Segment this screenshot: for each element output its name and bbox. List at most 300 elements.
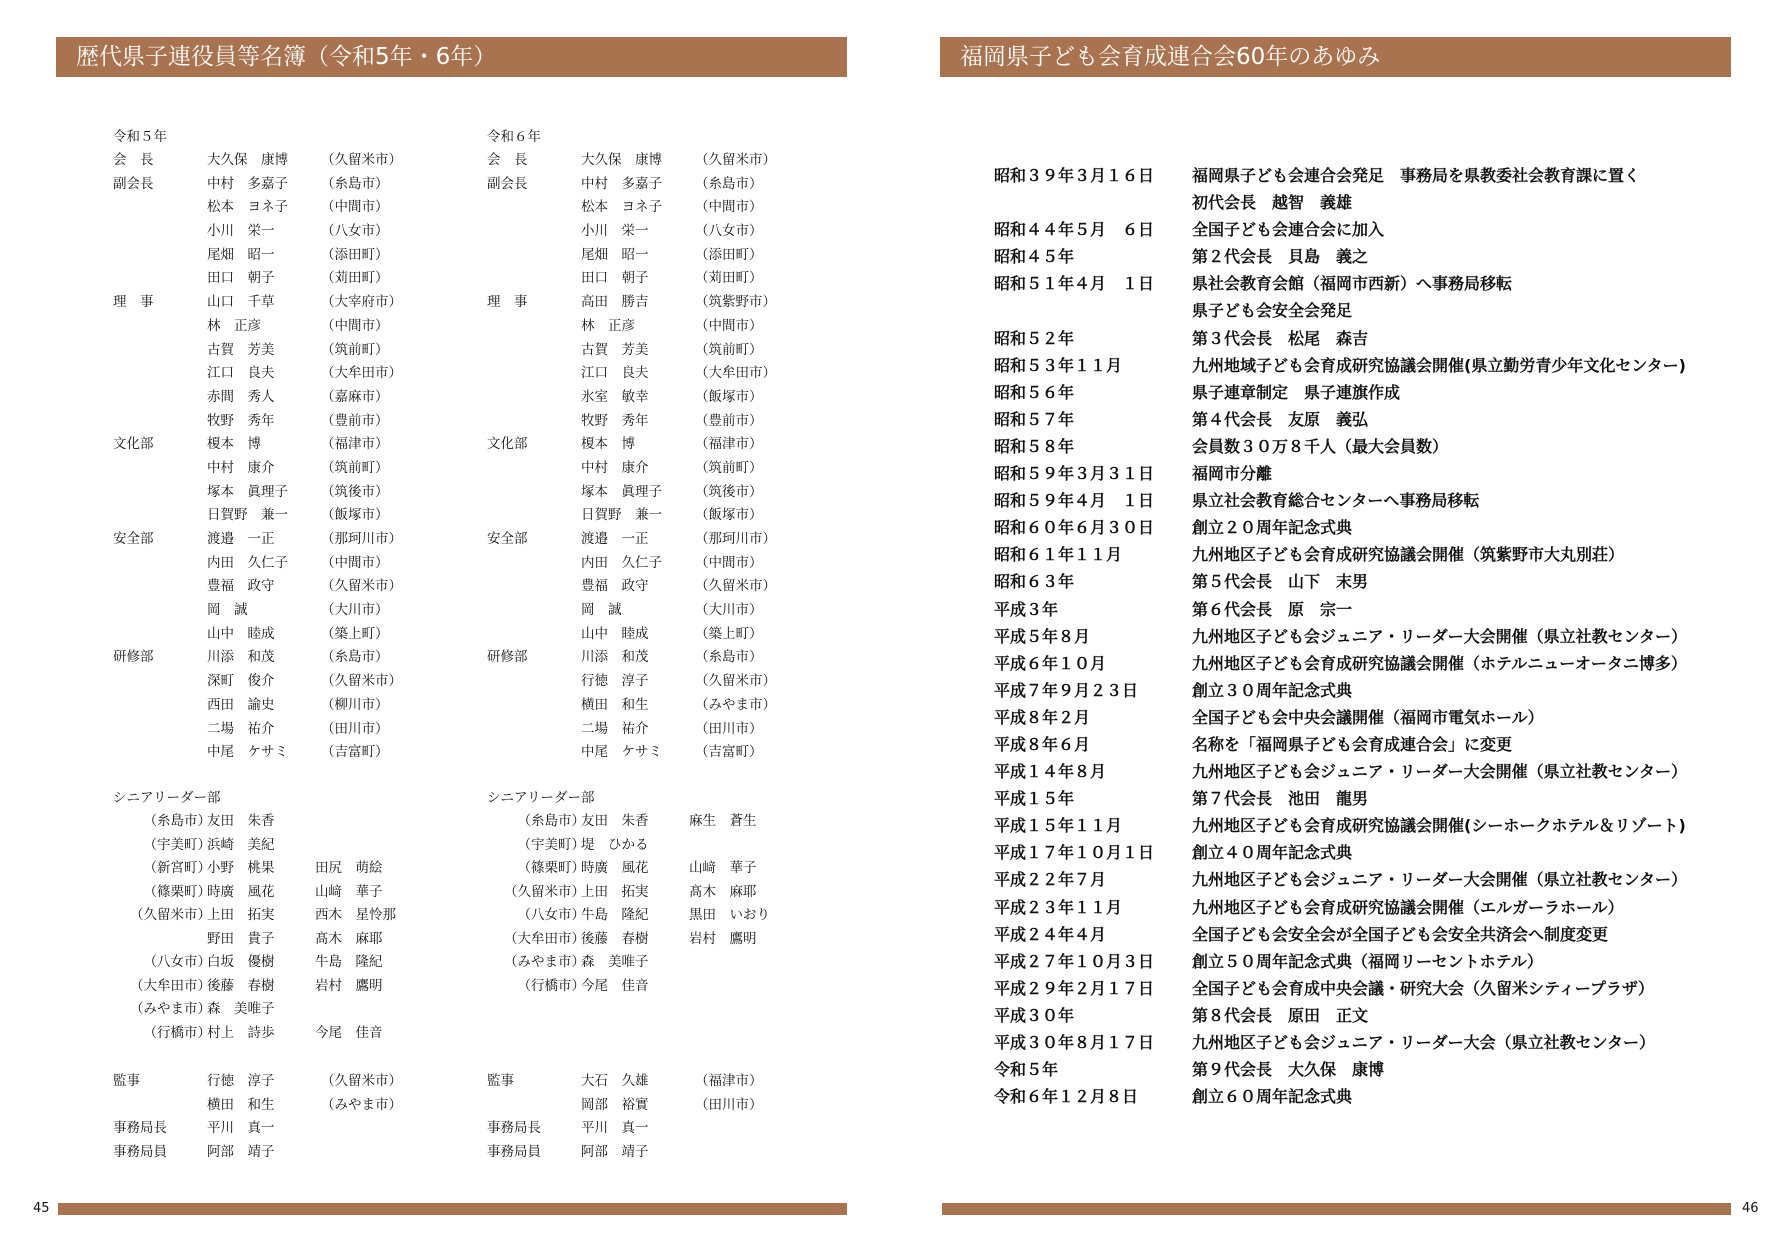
roster-reiwa5 xyxy=(113,125,493,765)
senior-city: （みやま市） xyxy=(504,954,585,970)
member-city: （福津市） xyxy=(695,1073,763,1089)
member-name: 岡 誠 xyxy=(581,602,622,619)
member-name: 大久保 康博 xyxy=(581,152,662,168)
senior-row xyxy=(113,951,493,975)
timeline-date: 平成８年２月 xyxy=(994,707,1091,727)
year-label: 令和６年 xyxy=(487,129,541,145)
role-label: 副会長 xyxy=(487,175,528,192)
timeline-date: 平成２３年１１月 xyxy=(994,897,1123,917)
page-title: 福岡県子ども会育成連合会60年のあゆみ xyxy=(940,37,1731,77)
member-city: （筑前町） xyxy=(321,459,389,476)
member-city: （糸島市） xyxy=(695,175,763,192)
member-name: 豊福 政守 xyxy=(207,578,275,595)
roster-row xyxy=(487,694,867,718)
member-city: （那珂川市） xyxy=(695,531,776,547)
member-name: 内田 久仁子 xyxy=(581,554,662,571)
member-name: 古賀 芳美 xyxy=(207,341,275,358)
senior-row xyxy=(487,857,867,881)
member-name: 山中 睦成 xyxy=(581,625,649,642)
senior-row xyxy=(487,834,867,858)
role-label: 会 長 xyxy=(113,152,154,168)
member-name: 小川 栄一 xyxy=(581,223,649,240)
roster-row xyxy=(113,244,493,268)
member-city: （田川市） xyxy=(695,720,763,737)
member-city: （中間市） xyxy=(695,554,763,571)
role-label: 監事 xyxy=(113,1073,140,1089)
roster-row xyxy=(113,267,493,291)
senior-name: 村上 詩歩 xyxy=(207,1024,275,1041)
timeline-event: 全国子ども会連合会に加入 xyxy=(1192,220,1385,240)
senior-name: 牛島 隆紀 xyxy=(581,907,649,923)
timeline-event: 県子ども会安全会発足 xyxy=(1192,301,1353,321)
senior-row xyxy=(113,857,493,881)
timeline-event: 第４代会長 友原 義弘 xyxy=(1192,409,1369,429)
roster-row xyxy=(487,599,867,623)
timeline-event: 福岡県子ども会連合会発足 事務局を県教委社会教育課に置く xyxy=(1192,166,1641,185)
member-name: 行徳 淳子 xyxy=(581,673,649,690)
member-name: 尾畑 昭一 xyxy=(581,246,649,263)
roster-row xyxy=(113,623,493,647)
member-name: 古賀 芳美 xyxy=(581,341,649,358)
timeline-date: 平成６年１０月 xyxy=(994,653,1107,673)
member-name: 尾畑 昭一 xyxy=(207,246,275,263)
timeline-date: 昭和５８年 xyxy=(994,436,1075,456)
timeline-event: 創立４０周年記念式典 xyxy=(1192,843,1353,863)
member-city: （豊前市） xyxy=(695,412,763,429)
senior-row xyxy=(113,904,493,928)
senior-row xyxy=(487,904,867,928)
roster-row xyxy=(487,457,867,481)
roster-row xyxy=(113,504,493,528)
senior-city: （久留米市） xyxy=(130,907,211,923)
senior-name: 堤 ひかる xyxy=(581,836,649,853)
roster-row xyxy=(113,410,493,434)
roster-row xyxy=(113,173,493,197)
member-name: 川添 和茂 xyxy=(581,649,649,666)
timeline-row xyxy=(994,704,1754,731)
role-label: 事務局員 xyxy=(487,1144,541,1161)
timeline-row xyxy=(994,1002,1754,1029)
member-city: （飯塚市） xyxy=(321,507,389,524)
senior-name: 友田 朱香 xyxy=(207,813,275,829)
timeline-date: 昭和５１年４月 １日 xyxy=(994,274,1155,294)
timeline-row xyxy=(994,596,1754,623)
member-city: （築上町） xyxy=(695,625,763,642)
member-name: 榎本 博 xyxy=(581,436,635,453)
member-city: （中間市） xyxy=(321,317,389,334)
senior-name: 友田 朱香 xyxy=(581,813,649,829)
member-city: （筑後市） xyxy=(321,483,389,500)
member-city: （久留米市） xyxy=(695,673,776,690)
member-name: 田口 朝子 xyxy=(207,270,275,287)
member-name: 二場 祐介 xyxy=(581,720,649,737)
member-city: （みやま市） xyxy=(695,696,776,713)
timeline-event: 第５代会長 山下 末男 xyxy=(1192,572,1369,592)
member-city: （田川市） xyxy=(321,720,389,737)
timeline-date: 平成２２年７月 xyxy=(994,870,1107,890)
member-city: （久留米市） xyxy=(321,152,402,168)
timeline-date: 昭和５７年 xyxy=(994,409,1075,429)
timeline-event: 九州地域子ども会育成研究協議会開催(県立勤労青少年文化センター) xyxy=(1192,355,1686,375)
senior-row xyxy=(487,951,867,975)
left-page xyxy=(0,0,888,1254)
member-city: （田川市） xyxy=(695,1096,763,1113)
timeline-event: 九州地区子ども会育成研究協議会開催(シーホークホテル＆リゾート) xyxy=(1192,816,1686,836)
timeline-row xyxy=(994,948,1754,975)
timeline-date: 平成８年６月 xyxy=(994,734,1091,754)
roster-row xyxy=(113,315,493,339)
timeline-event: 創立５０周年記念式典（福岡リーセントホテル） xyxy=(1192,951,1543,971)
member-name: 牧野 秀年 xyxy=(581,412,649,429)
timeline-event: 第２代会長 貝島 義之 xyxy=(1192,247,1369,267)
timeline-row xyxy=(994,297,1754,324)
senior-city: （大牟田市） xyxy=(130,977,211,994)
member-city: （大牟田市） xyxy=(321,365,402,382)
role-label: 研修部 xyxy=(487,649,528,666)
timeline-date: 平成３年 xyxy=(994,599,1059,619)
roster-reiwa6 xyxy=(487,125,867,765)
staff-row xyxy=(113,1141,493,1165)
member-name: 中村 多嘉子 xyxy=(581,175,662,192)
member-city: （久留米市） xyxy=(695,578,776,595)
senior-city: （大牟田市） xyxy=(504,930,585,947)
footer-bar xyxy=(942,1203,1731,1215)
role-label: 会 長 xyxy=(487,152,528,168)
roster-row xyxy=(487,196,867,220)
timeline-row xyxy=(994,1056,1754,1083)
senior-row xyxy=(113,881,493,905)
member-name: 大石 久雄 xyxy=(581,1073,649,1089)
roster-row xyxy=(487,244,867,268)
timeline-row xyxy=(994,406,1754,433)
timeline-event: 県立社会教育総合センターへ事務局移転 xyxy=(1192,491,1480,511)
timeline-date: 昭和５２年 xyxy=(994,328,1075,348)
timeline-date: 平成１４年８月 xyxy=(994,762,1107,782)
role-label: 事務局員 xyxy=(113,1144,167,1161)
role-label: 監事 xyxy=(487,1073,514,1089)
senior-section-title: シニアリーダー部 xyxy=(113,790,221,806)
timeline-event: 九州地区子ども会ジュニア・リーダー大会（県立社教センター） xyxy=(1192,1033,1656,1052)
senior-city: （行橋市） xyxy=(143,1024,211,1041)
timeline-row xyxy=(994,189,1754,216)
roster-row xyxy=(113,149,493,173)
member-name: 氷室 敏幸 xyxy=(581,388,649,405)
senior-city: （宇美町） xyxy=(143,836,211,853)
member-city: （久留米市） xyxy=(321,578,402,595)
timeline-row xyxy=(994,839,1754,866)
member-city: （吉富町） xyxy=(695,744,763,761)
senior-name: 西木 星怜那 xyxy=(315,907,396,923)
member-name: 大久保 康博 xyxy=(207,152,288,168)
member-city: （飯塚市） xyxy=(695,507,763,524)
senior-row xyxy=(487,975,867,999)
roster-row xyxy=(113,433,493,457)
timeline-date: 平成３０年８月１７日 xyxy=(994,1033,1155,1052)
member-city: （筑前町） xyxy=(321,341,389,358)
member-name: 小川 栄一 xyxy=(207,223,275,240)
roster-row xyxy=(113,670,493,694)
member-name: 林 正彦 xyxy=(581,317,635,334)
roster-row xyxy=(113,575,493,599)
roster-row xyxy=(113,741,493,765)
senior-row xyxy=(113,928,493,952)
member-name: 中村 多嘉子 xyxy=(207,175,288,192)
member-name: 行徳 淳子 xyxy=(207,1073,275,1089)
timeline-row xyxy=(994,568,1754,595)
role-label: 理 事 xyxy=(487,294,528,311)
timeline-date: 平成７年９月２３日 xyxy=(994,680,1139,700)
senior-name: 髙木 麻耶 xyxy=(689,883,757,900)
roster-row xyxy=(113,220,493,244)
timeline-event: 第９代会長 大久保 康博 xyxy=(1192,1060,1385,1080)
senior-city: （みやま市） xyxy=(130,1001,211,1017)
timeline-row xyxy=(994,352,1754,379)
member-name: 深町 俊介 xyxy=(207,673,275,690)
member-name: 中尾 ケサミ xyxy=(207,744,288,761)
timeline-event: 福岡市分離 xyxy=(1192,464,1273,484)
member-city: （大牟田市） xyxy=(695,365,776,382)
staff-row xyxy=(487,1141,867,1165)
timeline-event: 県社会教育会館（福岡市西新）へ事務局移転 xyxy=(1192,274,1513,294)
timeline-row xyxy=(994,866,1754,893)
member-city: （みやま市） xyxy=(321,1096,402,1113)
timeline-row xyxy=(994,921,1754,948)
page-title: 歴代県子連役員等名簿（令和5年・6年） xyxy=(56,37,847,77)
role-label: 安全部 xyxy=(113,531,154,547)
roster-row xyxy=(487,220,867,244)
roster-row xyxy=(113,457,493,481)
senior-city: （糸島市） xyxy=(143,813,211,829)
roster-row xyxy=(113,291,493,315)
timeline-row xyxy=(994,623,1754,650)
timeline-row xyxy=(994,487,1754,514)
timeline-event: 九州地区子ども会ジュニア・リーダー大会開催（県立社教センター） xyxy=(1192,626,1688,646)
senior-row xyxy=(487,881,867,905)
member-name: 中村 康介 xyxy=(207,459,275,476)
member-name: 赤間 秀人 xyxy=(207,388,275,405)
timeline-date: 昭和３９年３月１６日 xyxy=(994,166,1155,185)
timeline-row xyxy=(994,758,1754,785)
roster-row xyxy=(113,386,493,410)
member-name: 西田 諭史 xyxy=(207,696,275,713)
member-name: 渡邉 一正 xyxy=(581,531,649,547)
role-label: 事務局長 xyxy=(487,1120,541,1137)
senior-name: 山﨑 華子 xyxy=(315,883,383,900)
roster-row xyxy=(487,433,867,457)
timeline-date: 昭和５３年１１月 xyxy=(994,355,1123,375)
timeline-event: 九州地区子ども会ジュニア・リーダー大会開催（県立社教センター） xyxy=(1192,762,1688,782)
senior-row xyxy=(113,998,493,1022)
staff-row xyxy=(113,1094,493,1118)
roster-row xyxy=(487,741,867,765)
member-name: 中村 康介 xyxy=(581,459,649,476)
timeline-date: 平成３０年 xyxy=(994,1005,1075,1025)
member-name: 中尾 ケサミ xyxy=(581,744,662,761)
senior-city: （八女市） xyxy=(517,907,585,923)
member-name: 塚本 眞理子 xyxy=(581,483,662,500)
member-city: （筑前町） xyxy=(695,341,763,358)
timeline-date: 令和６年１２月８日 xyxy=(994,1087,1139,1107)
timeline-event: 県子連章制定 県子連旗作成 xyxy=(1192,382,1401,402)
roster-row xyxy=(487,173,867,197)
timeline-event: 全国子ども会安全会が全国子ども会安全共済会へ制度変更 xyxy=(1192,924,1609,944)
roster-row xyxy=(487,339,867,363)
timeline-date: 平成２７年１０月３日 xyxy=(994,951,1155,971)
timeline-row xyxy=(994,379,1754,406)
roster-row xyxy=(113,528,493,552)
senior-name: 後藤 春樹 xyxy=(581,930,649,947)
roster-row xyxy=(487,481,867,505)
senior-name: 岩村 鷹明 xyxy=(315,977,383,994)
right-page xyxy=(888,0,1777,1254)
timeline-event: 創立３０周年記念式典 xyxy=(1192,680,1353,700)
staff-section-reiwa6 xyxy=(487,1070,867,1165)
timeline-date: 平成５年８月 xyxy=(994,626,1091,646)
timeline-event: 九州地区子ども会育成研究協議会開催（筑紫野市大丸別荘） xyxy=(1192,545,1625,565)
roster-row xyxy=(487,575,867,599)
member-name: 横田 和生 xyxy=(207,1096,275,1113)
member-city: （糸島市） xyxy=(321,175,389,192)
timeline-event: 九州地区子ども会育成研究協議会開催（ホテルニューオータニ博多） xyxy=(1192,653,1687,673)
senior-row xyxy=(113,1022,493,1046)
senior-name: 浜崎 美紀 xyxy=(207,836,275,853)
member-name: 日賀野 兼一 xyxy=(207,507,288,524)
senior-name: 野田 貴子 xyxy=(207,930,275,947)
senior-name: 森 美唯子 xyxy=(581,954,649,970)
timeline-event: 全国子ども会育成中央会議・研究大会（久留米シティープラザ） xyxy=(1192,978,1654,998)
footer-bar xyxy=(58,1203,847,1215)
member-city: （嘉麻市） xyxy=(321,388,389,405)
member-city: （久留米市） xyxy=(321,673,402,690)
senior-city: （八女市） xyxy=(143,954,211,970)
senior-city: （宇美町） xyxy=(517,836,585,853)
roster-row xyxy=(487,552,867,576)
roster-row xyxy=(113,339,493,363)
member-name: 岡 誠 xyxy=(207,602,248,619)
member-city: （中間市） xyxy=(321,554,389,571)
timeline-row xyxy=(994,894,1754,921)
member-name: 江口 良夫 xyxy=(581,365,649,382)
member-name: 牧野 秀年 xyxy=(207,412,275,429)
member-city: （豊前市） xyxy=(321,412,389,429)
timeline-date: 昭和５６年 xyxy=(994,382,1075,402)
member-name: 田口 朝子 xyxy=(581,270,649,287)
timeline-event: 会員数３０万８千人（最大会員数） xyxy=(1192,436,1449,456)
timeline-row xyxy=(994,650,1754,677)
role-label: 事務局長 xyxy=(113,1120,167,1137)
member-city: （苅田町） xyxy=(321,270,389,287)
member-name: 渡邉 一正 xyxy=(207,531,275,547)
member-city: （大川市） xyxy=(321,602,389,619)
timeline-row xyxy=(994,1083,1754,1110)
timeline-event: 第８代会長 原田 正文 xyxy=(1192,1005,1369,1025)
senior-city: （久留米市） xyxy=(504,883,585,900)
roster-row xyxy=(487,149,867,173)
timeline-row xyxy=(994,677,1754,704)
role-label: 文化部 xyxy=(487,436,528,453)
timeline-date: 平成２４年４月 xyxy=(994,924,1107,944)
member-name: 平川 真一 xyxy=(581,1120,649,1137)
timeline-date: 昭和５９年３月３１日 xyxy=(994,464,1155,484)
timeline-row xyxy=(994,975,1754,1002)
member-name: 二場 祐介 xyxy=(207,720,275,737)
roster-row xyxy=(487,386,867,410)
member-city: （福津市） xyxy=(695,436,763,453)
senior-city: （糸島市） xyxy=(517,813,585,829)
timeline-date: 平成１７年１０月１日 xyxy=(994,843,1155,863)
role-label: 理 事 xyxy=(113,294,154,311)
timeline-event: 名称を「福岡県子ども会育成連合会」に変更 xyxy=(1192,734,1513,754)
member-name: 松本 ヨネ子 xyxy=(581,199,662,216)
roster-row xyxy=(487,528,867,552)
history-timeline xyxy=(994,162,1754,1110)
member-name: 豊福 政守 xyxy=(581,578,649,595)
member-city: （大川市） xyxy=(695,602,763,619)
member-city: （八女市） xyxy=(695,223,763,240)
member-city: （那珂川市） xyxy=(321,531,402,547)
senior-row xyxy=(113,834,493,858)
senior-city: （篠栗町） xyxy=(517,860,585,876)
roster-row xyxy=(113,362,493,386)
timeline-date: 平成１５年１１月 xyxy=(994,816,1123,836)
timeline-row xyxy=(994,216,1754,243)
timeline-date: 平成１５年 xyxy=(994,789,1075,809)
role-label: 副会長 xyxy=(113,175,154,192)
timeline-date: 昭和６１年１１月 xyxy=(994,545,1123,565)
timeline-date: 昭和６３年 xyxy=(994,572,1075,592)
member-name: 江口 良夫 xyxy=(207,365,275,382)
staff-row xyxy=(487,1094,867,1118)
member-city: （筑紫野市） xyxy=(695,294,776,311)
senior-name: 今尾 佳音 xyxy=(581,977,649,994)
timeline-row xyxy=(994,460,1754,487)
timeline-row xyxy=(994,270,1754,297)
roster-row xyxy=(487,646,867,670)
senior-name: 時廣 風花 xyxy=(581,860,649,876)
timeline-row xyxy=(994,433,1754,460)
roster-row xyxy=(487,623,867,647)
member-name: 岡部 裕實 xyxy=(581,1096,649,1113)
timeline-event: 初代会長 越智 義雄 xyxy=(1192,193,1353,213)
roster-row xyxy=(487,410,867,434)
member-city: （苅田町） xyxy=(695,270,763,287)
roster-row xyxy=(113,552,493,576)
timeline-row xyxy=(994,243,1754,270)
member-city: （糸島市） xyxy=(321,649,389,666)
timeline-event: 創立６０周年記念式典 xyxy=(1192,1087,1353,1107)
senior-row xyxy=(113,975,493,999)
roster-row xyxy=(487,315,867,339)
timeline-event: 九州地区子ども会ジュニア・リーダー大会開催（県立社教センター） xyxy=(1192,870,1688,890)
member-name: 山口 千草 xyxy=(207,294,275,311)
member-city: （飯塚市） xyxy=(695,388,763,405)
timeline-date: 昭和４５年 xyxy=(994,247,1075,267)
senior-name: 今尾 佳音 xyxy=(315,1024,383,1041)
roster-row xyxy=(487,504,867,528)
senior-name: 田尻 萌絵 xyxy=(315,860,383,876)
timeline-row xyxy=(994,162,1754,189)
roster-row xyxy=(113,694,493,718)
member-city: （久留米市） xyxy=(321,1073,402,1089)
senior-leader-section-reiwa5 xyxy=(113,786,493,1045)
member-name: 日賀野 兼一 xyxy=(581,507,662,524)
member-city: （吉富町） xyxy=(321,744,389,761)
member-city: （久留米市） xyxy=(695,152,776,168)
senior-city: （行橋市） xyxy=(517,977,585,994)
staff-row xyxy=(113,1117,493,1141)
member-name: 榎本 博 xyxy=(207,436,261,453)
roster-row xyxy=(487,362,867,386)
